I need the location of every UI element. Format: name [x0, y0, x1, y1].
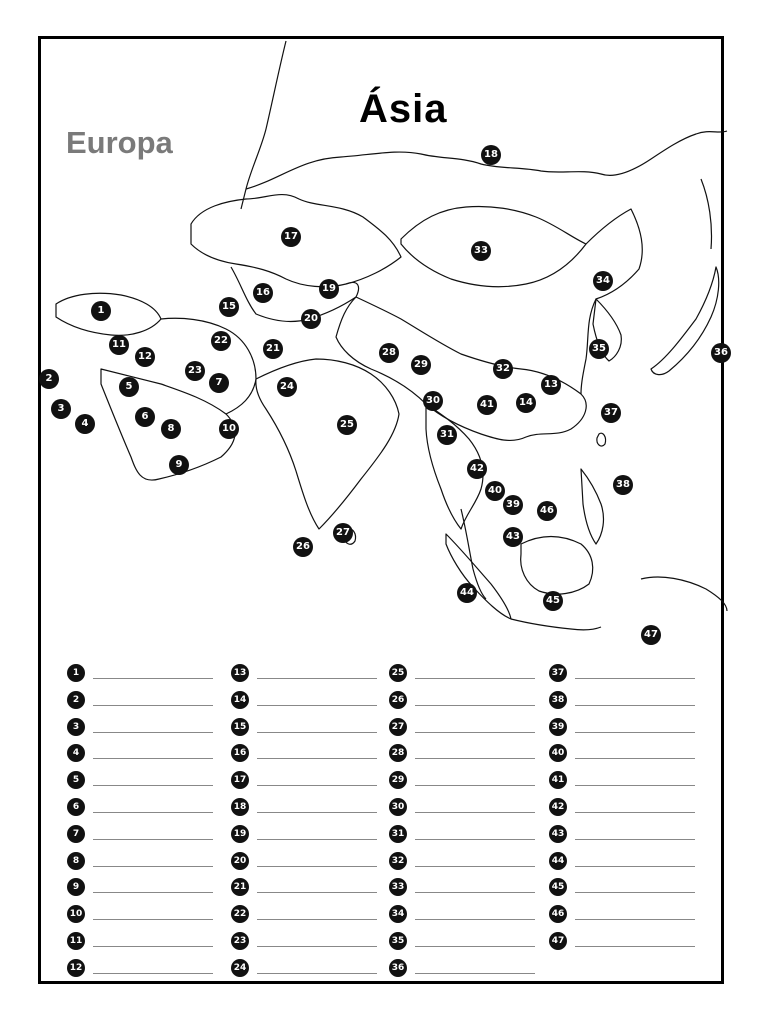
answer-row-25: [389, 663, 535, 683]
answer-number-badge: 28: [389, 744, 407, 762]
answer-number-badge: 24: [231, 959, 249, 977]
answer-number-badge: 8: [67, 852, 85, 870]
answer-blank-line[interactable]: [93, 694, 213, 706]
map-marker-27: 27: [333, 523, 353, 543]
map-marker-19: 19: [319, 279, 339, 299]
answer-blank-line[interactable]: [93, 935, 213, 947]
answer-row-36: [389, 958, 535, 978]
answer-blank-line[interactable]: [93, 667, 213, 679]
map-marker-41: 41: [477, 395, 497, 415]
answer-number-badge: 42: [549, 798, 567, 816]
answer-blank-line[interactable]: [415, 694, 535, 706]
answer-number-badge: 23: [231, 932, 249, 950]
answer-number-badge: 3: [67, 718, 85, 736]
map-marker-32: 32: [493, 359, 513, 379]
answer-blank-line[interactable]: [93, 774, 213, 786]
answer-row-17: [231, 770, 377, 790]
map-marker-21: 21: [263, 339, 283, 359]
answer-number-badge: 37: [549, 664, 567, 682]
answer-blank-line[interactable]: [415, 908, 535, 920]
answer-blank-line[interactable]: [575, 721, 695, 733]
answer-number-badge: 16: [231, 744, 249, 762]
china-northeast: [581, 209, 642, 394]
map-marker-33: 33: [471, 241, 491, 261]
central-asia-outline: [231, 267, 359, 321]
iran-outline: [161, 318, 256, 414]
map-marker-4: 4: [75, 414, 95, 434]
answer-number-badge: 38: [549, 691, 567, 709]
answer-row-4: [67, 743, 213, 763]
map-title: Ásia: [359, 87, 448, 131]
answer-number-badge: 13: [231, 664, 249, 682]
answer-blank-line[interactable]: [575, 747, 695, 759]
answer-blank-line[interactable]: [415, 774, 535, 786]
answer-row-45: [549, 877, 695, 897]
answer-row-9: [67, 877, 213, 897]
answer-row-27: [389, 717, 535, 737]
answer-number-badge: 29: [389, 771, 407, 789]
answer-number-badge: 32: [389, 852, 407, 870]
answer-blank-line[interactable]: [415, 962, 535, 974]
answer-row-7: [67, 824, 213, 844]
answer-number-badge: 1: [67, 664, 85, 682]
map-marker-5: 5: [119, 377, 139, 397]
answer-number-badge: 5: [67, 771, 85, 789]
answer-blank-line[interactable]: [257, 881, 377, 893]
map-marker-6: 6: [135, 407, 155, 427]
map-marker-16: 16: [253, 283, 273, 303]
answer-blank-line[interactable]: [93, 908, 213, 920]
map-marker-22: 22: [211, 331, 231, 351]
answer-key-list: [67, 663, 717, 983]
map-marker-30: 30: [423, 391, 443, 411]
answer-number-badge: 36: [389, 959, 407, 977]
china-outline: [336, 297, 586, 440]
answer-number-badge: 31: [389, 825, 407, 843]
answer-blank-line[interactable]: [257, 962, 377, 974]
answer-row-24: [231, 958, 377, 978]
map-marker-25: 25: [337, 415, 357, 435]
answer-row-46: [549, 904, 695, 924]
answer-row-15: [231, 717, 377, 737]
answer-row-43: [549, 824, 695, 844]
answer-blank-line[interactable]: [257, 694, 377, 706]
map-marker-3: 3: [51, 399, 71, 419]
answer-number-badge: 27: [389, 718, 407, 736]
answer-row-28: [389, 743, 535, 763]
map-marker-12: 12: [135, 347, 155, 367]
map-marker-20: 20: [301, 309, 321, 329]
answer-row-1: [67, 663, 213, 683]
answer-number-badge: 20: [231, 852, 249, 870]
map-marker-24: 24: [277, 377, 297, 397]
mongolia-outline: [401, 206, 586, 286]
answer-blank-line[interactable]: [415, 881, 535, 893]
answer-number-badge: 45: [549, 878, 567, 896]
map-marker-37: 37: [601, 403, 621, 423]
europe-label: Europa: [66, 125, 173, 160]
answer-number-badge: 11: [67, 932, 85, 950]
map-marker-39: 39: [503, 495, 523, 515]
answer-row-44: [549, 851, 695, 871]
answer-blank-line[interactable]: [415, 801, 535, 813]
map-marker-29: 29: [411, 355, 431, 375]
answer-blank-line[interactable]: [415, 855, 535, 867]
answer-blank-line[interactable]: [257, 855, 377, 867]
map-marker-11: 11: [109, 335, 129, 355]
answer-row-33: [389, 877, 535, 897]
answer-number-badge: 12: [67, 959, 85, 977]
map-marker-10: 10: [219, 419, 239, 439]
answer-blank-line[interactable]: [93, 721, 213, 733]
answer-row-29: [389, 770, 535, 790]
map-marker-36: 36: [711, 343, 731, 363]
answer-blank-line[interactable]: [575, 801, 695, 813]
map-marker-35: 35: [589, 339, 609, 359]
answer-blank-line[interactable]: [415, 747, 535, 759]
answer-row-16: [231, 743, 377, 763]
sumatra-outline: [446, 534, 511, 619]
answer-blank-line[interactable]: [575, 774, 695, 786]
answer-row-37: [549, 663, 695, 683]
answer-number-badge: 30: [389, 798, 407, 816]
worksheet-frame: [38, 36, 728, 984]
europe-asia-border: [241, 41, 286, 209]
answer-row-11: [67, 931, 213, 951]
taiwan-outline: [597, 433, 606, 446]
answer-number-badge: 25: [389, 664, 407, 682]
answer-row-2: [67, 690, 213, 710]
answer-row-8: [67, 851, 213, 871]
answer-blank-line[interactable]: [93, 855, 213, 867]
map-marker-40: 40: [485, 481, 505, 501]
answer-row-3: [67, 717, 213, 737]
answer-row-18: [231, 797, 377, 817]
map-marker-1: 1: [91, 301, 111, 321]
answer-blank-line[interactable]: [93, 962, 213, 974]
answer-number-badge: 2: [67, 691, 85, 709]
map-marker-2: 2: [39, 369, 59, 389]
answer-number-badge: 10: [67, 905, 85, 923]
answer-blank-line[interactable]: [257, 747, 377, 759]
answer-blank-line[interactable]: [257, 935, 377, 947]
map-marker-46: 46: [537, 501, 557, 521]
answer-blank-line[interactable]: [415, 721, 535, 733]
answer-row-14: [231, 690, 377, 710]
answer-row-19: [231, 824, 377, 844]
answer-row-47: [549, 931, 695, 951]
map-marker-18: 18: [481, 145, 501, 165]
answer-row-21: [231, 877, 377, 897]
answer-blank-line[interactable]: [257, 801, 377, 813]
answer-row-13: [231, 663, 377, 683]
answer-number-badge: 18: [231, 798, 249, 816]
japan-outline: [651, 179, 719, 375]
answer-row-42: [549, 797, 695, 817]
answer-number-badge: 17: [231, 771, 249, 789]
answer-row-39: [549, 717, 695, 737]
borneo-outline: [521, 537, 593, 595]
answer-number-badge: 43: [549, 825, 567, 843]
answer-blank-line[interactable]: [575, 881, 695, 893]
answer-number-badge: 41: [549, 771, 567, 789]
answer-number-badge: 6: [67, 798, 85, 816]
answer-row-10: [67, 904, 213, 924]
answer-blank-line[interactable]: [575, 694, 695, 706]
answer-blank-line[interactable]: [575, 828, 695, 840]
answer-blank-line[interactable]: [575, 935, 695, 947]
map-marker-38: 38: [613, 475, 633, 495]
answer-row-5: [67, 770, 213, 790]
map-marker-13: 13: [541, 375, 561, 395]
answer-blank-line[interactable]: [575, 667, 695, 679]
answer-row-40: [549, 743, 695, 763]
answer-row-35: [389, 931, 535, 951]
map-marker-23: 23: [185, 361, 205, 381]
answer-row-31: [389, 824, 535, 844]
answer-blank-line[interactable]: [575, 908, 695, 920]
answer-number-badge: 4: [67, 744, 85, 762]
java-outline: [511, 619, 601, 630]
answer-blank-line[interactable]: [93, 828, 213, 840]
answer-number-badge: 21: [231, 878, 249, 896]
answer-number-badge: 14: [231, 691, 249, 709]
map-marker-31: 31: [437, 425, 457, 445]
map-marker-14: 14: [516, 393, 536, 413]
map-marker-28: 28: [379, 343, 399, 363]
answer-blank-line[interactable]: [575, 855, 695, 867]
map-marker-7: 7: [209, 373, 229, 393]
map-marker-45: 45: [543, 591, 563, 611]
answer-row-41: [549, 770, 695, 790]
answer-blank-line[interactable]: [93, 881, 213, 893]
answer-blank-line[interactable]: [257, 828, 377, 840]
answer-row-12: [67, 958, 213, 978]
map-marker-47: 47: [641, 625, 661, 645]
answer-number-badge: 47: [549, 932, 567, 950]
answer-blank-line[interactable]: [93, 801, 213, 813]
answer-row-26: [389, 690, 535, 710]
map-marker-17: 17: [281, 227, 301, 247]
answer-row-38: [549, 690, 695, 710]
answer-blank-line[interactable]: [257, 721, 377, 733]
answer-number-badge: 46: [549, 905, 567, 923]
map-marker-43: 43: [503, 527, 523, 547]
map-marker-44: 44: [457, 583, 477, 603]
map-marker-34: 34: [593, 271, 613, 291]
map-marker-8: 8: [161, 419, 181, 439]
answer-number-badge: 39: [549, 718, 567, 736]
new-guinea-outline: [641, 577, 727, 611]
philippines-outline: [581, 469, 603, 544]
answer-blank-line[interactable]: [415, 935, 535, 947]
answer-number-badge: 26: [389, 691, 407, 709]
answer-row-6: [67, 797, 213, 817]
answer-number-badge: 35: [389, 932, 407, 950]
answer-blank-line[interactable]: [257, 908, 377, 920]
answer-number-badge: 7: [67, 825, 85, 843]
answer-blank-line[interactable]: [93, 747, 213, 759]
answer-row-30: [389, 797, 535, 817]
map-marker-15: 15: [219, 297, 239, 317]
answer-number-badge: 33: [389, 878, 407, 896]
answer-number-badge: 22: [231, 905, 249, 923]
answer-number-badge: 19: [231, 825, 249, 843]
answer-number-badge: 34: [389, 905, 407, 923]
answer-blank-line[interactable]: [257, 774, 377, 786]
answer-row-20: [231, 851, 377, 871]
answer-row-23: [231, 931, 377, 951]
answer-number-badge: 40: [549, 744, 567, 762]
answer-blank-line[interactable]: [415, 828, 535, 840]
answer-row-34: [389, 904, 535, 924]
answer-blank-line[interactable]: [415, 667, 535, 679]
answer-blank-line[interactable]: [257, 667, 377, 679]
answer-row-22: [231, 904, 377, 924]
map-marker-9: 9: [169, 455, 189, 475]
answer-row-32: [389, 851, 535, 871]
map-marker-42: 42: [467, 459, 487, 479]
answer-number-badge: 9: [67, 878, 85, 896]
answer-number-badge: 15: [231, 718, 249, 736]
answer-number-badge: 44: [549, 852, 567, 870]
map-marker-26: 26: [293, 537, 313, 557]
